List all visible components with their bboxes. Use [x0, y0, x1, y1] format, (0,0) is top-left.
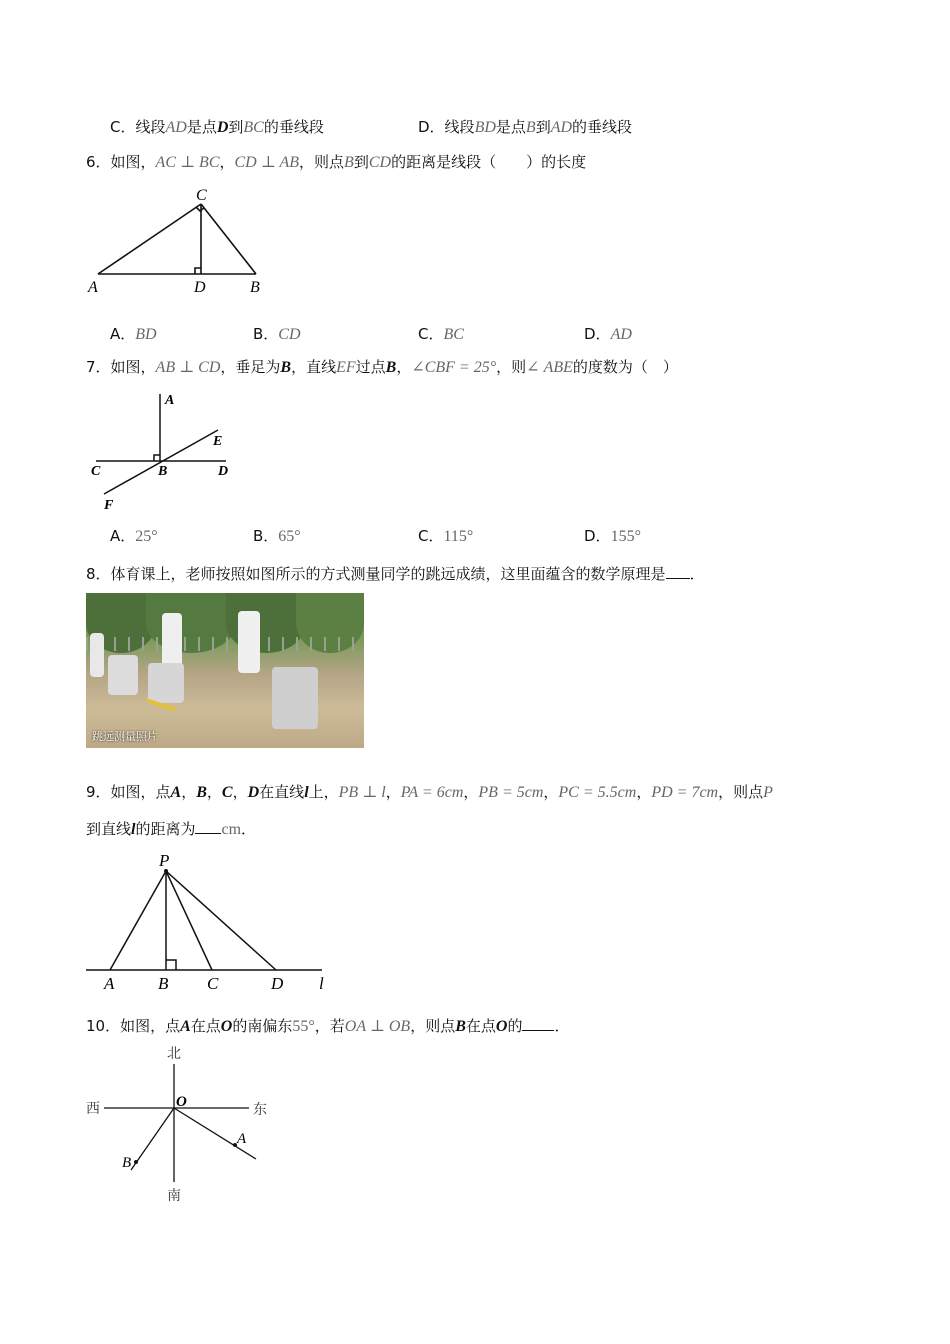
- photo-student: [148, 663, 184, 703]
- q9-stem-line1: 9．如图，点A，B，C，D在直线l上，PB ⊥ l，PA = 6cm，PB = 5cm，PC = 5.5cm，PD = 7cm，则点P: [86, 783, 773, 801]
- q9-label-p: P: [159, 851, 170, 870]
- q10-stem: 10．如图，点A在点O的南偏东55°，若OA ⊥ OB，则点B在点O的 ．: [86, 1017, 570, 1035]
- q7-option-c: C．115°: [418, 527, 474, 545]
- q9-distance-figure: [86, 848, 336, 996]
- q8-answer-blank: [666, 563, 690, 579]
- photo-student: [90, 633, 104, 677]
- q8-long-jump-photo: [86, 593, 364, 748]
- q5-option-c: C．线段AD是点D到BC的垂线段: [110, 118, 324, 136]
- q7-label-b: B: [158, 464, 168, 479]
- q7-label-c: C: [91, 464, 101, 479]
- q7-option-a: A．25°: [110, 527, 158, 545]
- q10-label-north: 北: [167, 1047, 181, 1062]
- q6-triangle-figure: [86, 180, 276, 298]
- q5-option-d: D．线段BD是点B到AD的垂线段: [418, 118, 633, 136]
- q9-label-d: D: [271, 974, 284, 993]
- q6-label-a: A: [88, 279, 98, 296]
- q10-answer-blank: [522, 1015, 554, 1031]
- q9-segment-pc: [166, 871, 212, 970]
- q10-label-east: 东: [253, 1103, 267, 1118]
- q7-option-d: D．155°: [584, 527, 641, 545]
- q9-label-a: A: [104, 974, 115, 993]
- photo-student: [238, 611, 260, 673]
- q7-lines-figure: [86, 388, 246, 514]
- q9-segment-pa: [110, 871, 166, 970]
- q7-label-e: E: [213, 434, 223, 449]
- q6-right-angle-d: [195, 268, 201, 274]
- q7-label-d: D: [218, 464, 229, 479]
- q9-stem-line2: 到直线l的距离为 cm．: [86, 820, 257, 838]
- q6-label-d: D: [194, 279, 206, 296]
- q9-label-b: B: [158, 974, 169, 993]
- q7-label-a: A: [165, 393, 175, 408]
- q9-label-c: C: [207, 974, 219, 993]
- q6-stem: 6．如图，AC ⊥ BC，CD ⊥ AB，则点B到CD的距离是线段（ ）的长度: [86, 153, 587, 171]
- q9-segment-pd: [166, 871, 276, 970]
- q6-label-b: B: [250, 279, 260, 296]
- q10-label-west: 西: [86, 1102, 100, 1117]
- q7-right-angle-b: [154, 455, 160, 461]
- photo-student: [108, 655, 138, 695]
- q10-label-a: A: [237, 1131, 247, 1147]
- q6-label-c: C: [196, 187, 207, 204]
- q9-label-l: l: [319, 974, 324, 993]
- q9-right-angle-b: [166, 960, 176, 970]
- q6-option-b: B．CD: [253, 325, 301, 343]
- q6-option-c: C．BC: [418, 325, 464, 343]
- q7-option-b: B．65°: [253, 527, 301, 545]
- q7-label-f: F: [104, 498, 114, 513]
- q10-point-b: [134, 1160, 138, 1164]
- q7-stem: 7．如图，AB ⊥ CD，垂足为B，直线EF过点B，∠CBF = 25°，则∠ ABE的度数为（ ）: [86, 358, 678, 376]
- q8-stem: 8．体育课上，老师按照如图所示的方式测量同学的跳远成绩，这里面蕴含的数学原理是 ．: [86, 565, 705, 583]
- photo-student: [272, 667, 318, 729]
- q6-option-a: A．BD: [110, 325, 157, 343]
- q6-right-angle-c: [196, 207, 204, 211]
- q6-side-ac: [98, 204, 201, 274]
- q6-option-d: D．AD: [584, 325, 632, 343]
- q10-label-o: O: [176, 1094, 187, 1110]
- photo-caption: 跳远测量照片: [92, 730, 158, 743]
- q7-line-ef: [104, 430, 218, 494]
- q10-direction-figure: [84, 1042, 274, 1206]
- q10-label-b: B: [122, 1155, 132, 1171]
- q9-answer-blank: [195, 818, 221, 834]
- photo-fence: [86, 637, 364, 651]
- q6-side-bc: [201, 204, 256, 274]
- q10-label-south: 南: [167, 1189, 181, 1204]
